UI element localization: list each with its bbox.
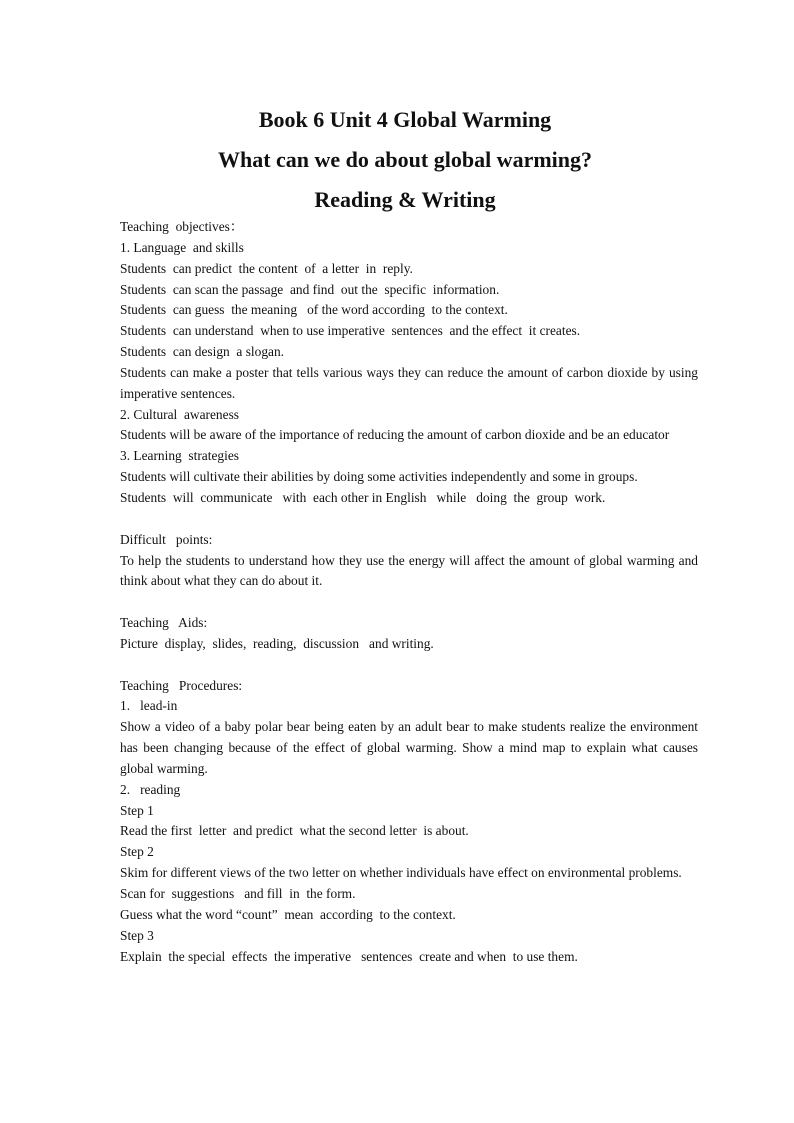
language-heading: 1. Language and skills [120, 239, 244, 255]
poster-objective: Students can make a poster that tells various ways they can reduce the amount of carbon dioxide by using imperative sentences. [120, 364, 698, 401]
leadin-heading: 1. lead-in [120, 698, 178, 714]
spacer [120, 655, 698, 676]
step1-heading: Step 1 [120, 802, 154, 818]
learning-objective-1: Students will cultivate their abilities by doing some activities independently and some in groups. [120, 469, 638, 485]
procedures-heading: Teaching Procedures: [120, 677, 243, 693]
doc-section-title: Reading & Writing [314, 187, 496, 212]
learning-heading: 3. Learning strategies [120, 448, 239, 464]
list-item: Students can understand when to use imperative sentences and the effect it creates. [120, 323, 581, 339]
list-item: Students can predict the content of a letter in reply. [120, 260, 413, 276]
spacer [120, 509, 698, 530]
aids-heading: Teaching Aids: [120, 615, 208, 631]
step2-heading: Step 2 [120, 844, 154, 860]
step3-text: Explain the special effects the imperative sentences create and when to use them. [120, 948, 578, 964]
step1-text: Read the first letter and predict what the second letter is about. [120, 823, 469, 839]
aids-text: Picture display, slides, reading, discussion and writing. [120, 635, 434, 651]
cultural-objective: Students will be aware of the importance of reducing the amount of carbon dioxide and be an educator [120, 427, 670, 443]
list-item: Students can scan the passage and find out the specific information. [120, 281, 500, 297]
list-item: Students can guess the meaning of the word according to the context. [120, 302, 508, 318]
doc-subtitle: What can we do about global warming? [217, 147, 593, 172]
reading-heading: 2. reading [120, 781, 181, 797]
learning-objective-2: Students will communicate with each other in English while doing the group work. [120, 489, 606, 505]
doc-title: Book 6 Unit 4 Global Warming [258, 107, 552, 132]
document-body [120, 217, 698, 967]
leadin-text: Show a video of a baby polar bear being eaten by an adult bear to make students realize the environment has been changing because of the effect of global warming. Show a mind map to explain what causes global warming. [120, 719, 698, 776]
list-item: Students can design a slogan. [120, 344, 285, 360]
step3-heading: Step 3 [120, 927, 154, 943]
step2-guess: Guess what the word “count” mean according to the context. [120, 906, 456, 922]
difficult-heading: Difficult points: [120, 531, 213, 547]
objectives-heading: Teaching objectives： [120, 219, 244, 234]
step2-text: Skim for different views of the two letter on whether individuals have effect on environmental problems. [120, 865, 682, 881]
difficult-text: To help the students to understand how they use the energy will affect the amount of global warming and think about what they can do about it. [120, 552, 698, 589]
cultural-heading: 2. Cultural awareness [120, 406, 239, 422]
step2-scan: Scan for suggestions and fill in the form. [120, 886, 356, 901]
spacer [120, 592, 698, 613]
